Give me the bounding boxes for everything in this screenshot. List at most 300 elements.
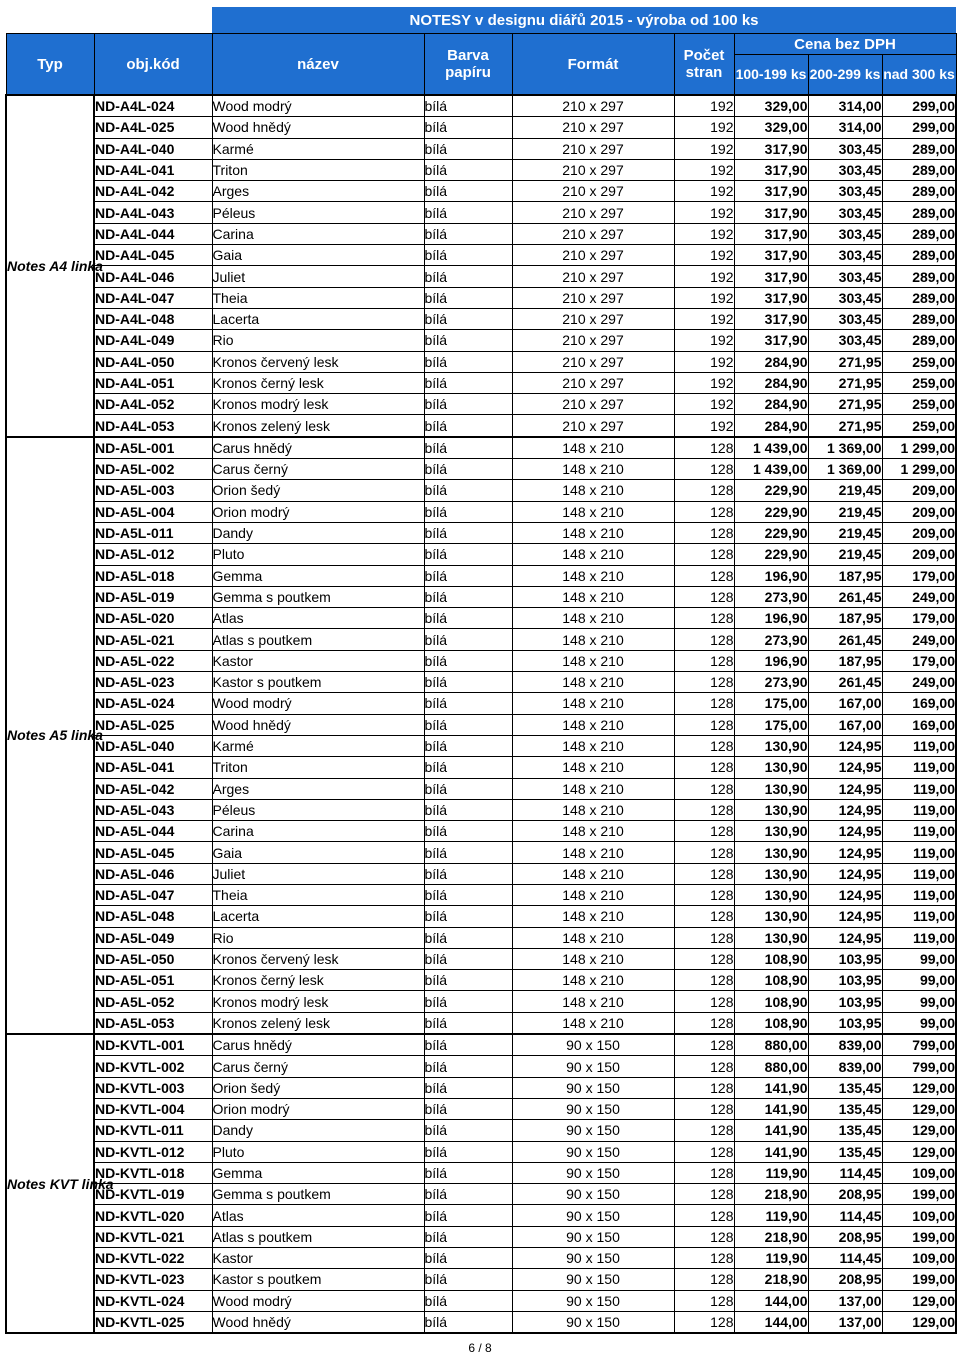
format: 210 x 297: [512, 330, 674, 351]
table-row: [6, 202, 956, 223]
format: 148 x 210: [512, 778, 674, 799]
table-row: [6, 287, 956, 308]
price-over-300: 289,00: [882, 245, 956, 266]
format: 148 x 210: [512, 480, 674, 501]
price-over-300: 209,00: [882, 501, 956, 522]
table-row: [6, 522, 956, 543]
format: 90 x 150: [512, 1290, 674, 1311]
table-row: [6, 565, 956, 586]
price-100-199: 284,90: [734, 394, 808, 415]
paper-color: bílá: [424, 1269, 512, 1290]
price-over-300: 179,00: [882, 608, 956, 629]
paper-color: bílá: [424, 1184, 512, 1205]
table-row: [6, 714, 956, 735]
paper-color: bílá: [424, 1120, 512, 1141]
price-100-199: 130,90: [734, 735, 808, 756]
format: 148 x 210: [512, 991, 674, 1012]
product-name: Gaia: [212, 842, 424, 863]
product-name: Gaia: [212, 245, 424, 266]
price-over-300: 109,00: [882, 1248, 956, 1269]
paper-color: bílá: [424, 863, 512, 884]
price-over-300: 129,00: [882, 1141, 956, 1162]
price-over-300: 119,00: [882, 778, 956, 799]
product-code: ND-A5L-020: [94, 608, 212, 629]
page-count: 128: [674, 735, 734, 756]
price-100-199: 130,90: [734, 884, 808, 905]
page-count: 128: [674, 459, 734, 480]
product-name: Kronos červený lesk: [212, 351, 424, 372]
product-name: Atlas: [212, 608, 424, 629]
price-200-299: 187,95: [808, 650, 882, 671]
price-200-299: 124,95: [808, 863, 882, 884]
price-200-299: 219,45: [808, 544, 882, 565]
product-name: Kronos červený lesk: [212, 948, 424, 969]
price-over-300: 289,00: [882, 138, 956, 159]
paper-color: bílá: [424, 672, 512, 693]
paper-color: bílá: [424, 970, 512, 991]
table-row: [6, 351, 956, 372]
product-code: ND-A5L-003: [94, 480, 212, 501]
format: 210 x 297: [512, 308, 674, 329]
price-over-300: 299,00: [882, 117, 956, 138]
page-count: 192: [674, 351, 734, 372]
table-row: [6, 1098, 956, 1119]
product-name: Kronos modrý lesk: [212, 991, 424, 1012]
paper-color: bílá: [424, 480, 512, 501]
paper-color: bílá: [424, 181, 512, 202]
paper-color: bílá: [424, 693, 512, 714]
page-count: 128: [674, 714, 734, 735]
format: 148 x 210: [512, 799, 674, 820]
price-100-199: 284,90: [734, 372, 808, 393]
table-row: [6, 906, 956, 927]
paper-color: bílá: [424, 778, 512, 799]
paper-color: bílá: [424, 757, 512, 778]
product-name: Atlas s poutkem: [212, 629, 424, 650]
price-200-299: 135,45: [808, 1077, 882, 1098]
product-name: Theia: [212, 884, 424, 905]
page-number: 6 / 8: [468, 1341, 492, 1355]
product-name: Kronos zelený lesk: [212, 1012, 424, 1034]
product-name: Dandy: [212, 522, 424, 543]
paper-color: bílá: [424, 884, 512, 905]
product-code: ND-A4L-025: [94, 117, 212, 138]
product-name: Carina: [212, 223, 424, 244]
price-over-300: 119,00: [882, 821, 956, 842]
table-row: [6, 138, 956, 159]
product-code: ND-A5L-045: [94, 842, 212, 863]
page-count: 128: [674, 1311, 734, 1333]
price-over-300: 1 299,00: [882, 459, 956, 480]
price-100-199: 175,00: [734, 693, 808, 714]
price-over-300: 99,00: [882, 970, 956, 991]
price-over-300: 289,00: [882, 202, 956, 223]
format: 90 x 150: [512, 1034, 674, 1056]
product-code: ND-A5L-049: [94, 927, 212, 948]
product-name: Atlas s poutkem: [212, 1226, 424, 1247]
format: 148 x 210: [512, 501, 674, 522]
price-200-299: 114,45: [808, 1248, 882, 1269]
paper-color: bílá: [424, 608, 512, 629]
product-code: ND-KVTL-018: [94, 1162, 212, 1183]
product-name: Kronos modrý lesk: [212, 394, 424, 415]
price-100-199: 1 439,00: [734, 437, 808, 459]
price-over-300: 289,00: [882, 159, 956, 180]
price-over-300: 109,00: [882, 1205, 956, 1226]
page-count: 192: [674, 266, 734, 287]
product-code: ND-KVTL-002: [94, 1056, 212, 1077]
price-200-299: 124,95: [808, 906, 882, 927]
paper-color: bílá: [424, 927, 512, 948]
paper-color: bílá: [424, 544, 512, 565]
price-100-199: 317,90: [734, 138, 808, 159]
paper-color: bílá: [424, 95, 512, 117]
group-type-label: Notes KVT linka: [6, 1034, 94, 1333]
paper-color: bílá: [424, 117, 512, 138]
table-row: [6, 629, 956, 650]
format: 148 x 210: [512, 586, 674, 607]
price-100-199: 108,90: [734, 991, 808, 1012]
page-count: 128: [674, 693, 734, 714]
format: 210 x 297: [512, 394, 674, 415]
page-count: 128: [674, 799, 734, 820]
product-code: ND-A5L-021: [94, 629, 212, 650]
paper-color: bílá: [424, 1056, 512, 1077]
group-type-label: Notes A5 linka: [6, 437, 94, 1034]
price-200-299: 1 369,00: [808, 459, 882, 480]
format: 148 x 210: [512, 522, 674, 543]
price-over-300: 299,00: [882, 95, 956, 117]
page-count: 128: [674, 1205, 734, 1226]
price-over-300: 1 299,00: [882, 437, 956, 459]
page-count: 128: [674, 884, 734, 905]
product-name: Karmé: [212, 138, 424, 159]
product-code: ND-A4L-053: [94, 415, 212, 437]
price-100-199: 229,90: [734, 480, 808, 501]
paper-color: bílá: [424, 1248, 512, 1269]
price-100-199: 130,90: [734, 863, 808, 884]
paper-color: bílá: [424, 287, 512, 308]
table-row: [6, 927, 956, 948]
format: 148 x 210: [512, 1012, 674, 1034]
price-200-299: 314,00: [808, 117, 882, 138]
format: 148 x 210: [512, 629, 674, 650]
price-over-300: 119,00: [882, 735, 956, 756]
page-count: 128: [674, 565, 734, 586]
product-code: ND-A5L-002: [94, 459, 212, 480]
table-row: [6, 608, 956, 629]
format: 148 x 210: [512, 650, 674, 671]
product-code: ND-A4L-051: [94, 372, 212, 393]
page-count: 128: [674, 608, 734, 629]
col-pages-header: Počet stran: [674, 34, 734, 96]
product-code: ND-A5L-023: [94, 672, 212, 693]
paper-color: bílá: [424, 459, 512, 480]
table-row: [6, 1205, 956, 1226]
price-over-300: 179,00: [882, 650, 956, 671]
price-200-299: 124,95: [808, 778, 882, 799]
price-200-299: 135,45: [808, 1120, 882, 1141]
paper-color: bílá: [424, 1077, 512, 1098]
col-code-header: obj.kód: [94, 34, 212, 96]
product-code: ND-KVTL-023: [94, 1269, 212, 1290]
product-code: ND-A4L-049: [94, 330, 212, 351]
price-over-300: 799,00: [882, 1056, 956, 1077]
price-100-199: 130,90: [734, 778, 808, 799]
product-code: ND-A5L-046: [94, 863, 212, 884]
price-200-299: 103,95: [808, 991, 882, 1012]
price-100-199: 317,90: [734, 287, 808, 308]
price-200-299: 1 369,00: [808, 437, 882, 459]
product-name: Kronos zelený lesk: [212, 415, 424, 437]
price-100-199: 144,00: [734, 1290, 808, 1311]
price-100-199: 229,90: [734, 522, 808, 543]
product-code: ND-KVTL-003: [94, 1077, 212, 1098]
product-code: ND-A5L-048: [94, 906, 212, 927]
product-name: Lacerta: [212, 906, 424, 927]
format: 148 x 210: [512, 970, 674, 991]
price-100-199: 329,00: [734, 117, 808, 138]
product-code: ND-A5L-018: [94, 565, 212, 586]
product-name: Lacerta: [212, 308, 424, 329]
page-count: 128: [674, 544, 734, 565]
price-200-299: 839,00: [808, 1034, 882, 1056]
table-row: [6, 863, 956, 884]
format: 210 x 297: [512, 245, 674, 266]
table-row: [6, 1290, 956, 1311]
paper-color: bílá: [424, 821, 512, 842]
price-100-199: 229,90: [734, 544, 808, 565]
product-name: Kastor: [212, 1248, 424, 1269]
price-100-199: 317,90: [734, 202, 808, 223]
product-name: Kastor s poutkem: [212, 672, 424, 693]
price-100-199: 317,90: [734, 159, 808, 180]
price-100-199: 130,90: [734, 842, 808, 863]
table-row: [6, 672, 956, 693]
paper-color: bílá: [424, 351, 512, 372]
col-price-header: Cena bez DPH: [734, 34, 956, 55]
table-row: [6, 948, 956, 969]
page-count: 128: [674, 1184, 734, 1205]
product-code: ND-A4L-046: [94, 266, 212, 287]
price-200-header: 200-299 ks: [808, 55, 882, 95]
product-name: Orion modrý: [212, 1098, 424, 1119]
price-over-300: 289,00: [882, 330, 956, 351]
price-200-299: 114,45: [808, 1162, 882, 1183]
product-name: Carus hnědý: [212, 1034, 424, 1056]
price-100-199: 141,90: [734, 1141, 808, 1162]
price-200-299: 135,45: [808, 1098, 882, 1119]
table-body: [6, 95, 956, 1333]
price-over-300: 209,00: [882, 544, 956, 565]
product-code: ND-A5L-001: [94, 437, 212, 459]
group-type-label: Notes A4 linka: [6, 95, 94, 437]
price-table: [5, 7, 957, 1334]
format: 148 x 210: [512, 608, 674, 629]
price-200-299: 303,45: [808, 287, 882, 308]
price-200-299: 103,95: [808, 948, 882, 969]
price-100-199: 119,90: [734, 1248, 808, 1269]
format: 90 x 150: [512, 1141, 674, 1162]
product-code: ND-A5L-004: [94, 501, 212, 522]
price-100-199: 1 439,00: [734, 459, 808, 480]
table-row: [6, 330, 956, 351]
price-over-300: 199,00: [882, 1269, 956, 1290]
page-count: 192: [674, 394, 734, 415]
price-over-300: 289,00: [882, 287, 956, 308]
price-over-300: 169,00: [882, 714, 956, 735]
price-100-199: 880,00: [734, 1056, 808, 1077]
paper-color: bílá: [424, 308, 512, 329]
table-row: [6, 1034, 956, 1056]
format: 148 x 210: [512, 842, 674, 863]
paper-color: bílá: [424, 1012, 512, 1034]
format: 148 x 210: [512, 714, 674, 735]
product-name: Kastor: [212, 650, 424, 671]
format: 210 x 297: [512, 351, 674, 372]
price-100-199: 218,90: [734, 1226, 808, 1247]
price-100-199: 317,90: [734, 223, 808, 244]
col-name-header: název: [212, 34, 424, 96]
price-200-299: 167,00: [808, 714, 882, 735]
page-count: 192: [674, 372, 734, 393]
table-row: [6, 117, 956, 138]
paper-color: bílá: [424, 1226, 512, 1247]
table-row: [6, 308, 956, 329]
price-over-300: 169,00: [882, 693, 956, 714]
price-200-299: 124,95: [808, 842, 882, 863]
page-count: 192: [674, 117, 734, 138]
product-code: ND-A5L-050: [94, 948, 212, 969]
product-code: ND-KVTL-004: [94, 1098, 212, 1119]
paper-color: bílá: [424, 1098, 512, 1119]
product-code: ND-A4L-052: [94, 394, 212, 415]
product-code: ND-A5L-019: [94, 586, 212, 607]
format: 210 x 297: [512, 181, 674, 202]
price-100-199: 119,90: [734, 1162, 808, 1183]
page-count: 128: [674, 522, 734, 543]
format: 90 x 150: [512, 1120, 674, 1141]
page-count: 192: [674, 159, 734, 180]
price-200-299: 303,45: [808, 181, 882, 202]
product-name: Péleus: [212, 202, 424, 223]
price-200-299: 167,00: [808, 693, 882, 714]
price-100-199: 196,90: [734, 608, 808, 629]
page-count: 128: [674, 757, 734, 778]
paper-color: bílá: [424, 202, 512, 223]
price-over-300: 99,00: [882, 991, 956, 1012]
product-code: ND-KVTL-020: [94, 1205, 212, 1226]
product-code: ND-KVTL-001: [94, 1034, 212, 1056]
paper-color: bílá: [424, 501, 512, 522]
format: 210 x 297: [512, 95, 674, 117]
format: 210 x 297: [512, 415, 674, 437]
price-200-299: 303,45: [808, 138, 882, 159]
page-count: 128: [674, 906, 734, 927]
price-over-300: 119,00: [882, 863, 956, 884]
paper-color: bílá: [424, 714, 512, 735]
product-code: ND-A5L-012: [94, 544, 212, 565]
price-200-299: 124,95: [808, 821, 882, 842]
paper-color: bílá: [424, 991, 512, 1012]
price-over-300: 99,00: [882, 1012, 956, 1034]
price-200-299: 303,45: [808, 308, 882, 329]
price-200-299: 103,95: [808, 970, 882, 991]
table-row: [6, 223, 956, 244]
price-over-300: 129,00: [882, 1098, 956, 1119]
format: 148 x 210: [512, 672, 674, 693]
table-row: [6, 266, 956, 287]
page-count: 128: [674, 501, 734, 522]
page-count: 192: [674, 287, 734, 308]
product-name: Triton: [212, 159, 424, 180]
product-name: Triton: [212, 757, 424, 778]
price-200-299: 219,45: [808, 501, 882, 522]
price-100-199: 229,90: [734, 501, 808, 522]
price-100-199: 273,90: [734, 586, 808, 607]
format: 148 x 210: [512, 544, 674, 565]
table-row: [6, 586, 956, 607]
paper-color: bílá: [424, 437, 512, 459]
page-count: 128: [674, 970, 734, 991]
price-200-299: 124,95: [808, 884, 882, 905]
product-name: Péleus: [212, 799, 424, 820]
table-row: [6, 991, 956, 1012]
price-200-299: 124,95: [808, 927, 882, 948]
paper-color: bílá: [424, 266, 512, 287]
paper-color: bílá: [424, 565, 512, 586]
product-name: Carus černý: [212, 459, 424, 480]
paper-color: bílá: [424, 522, 512, 543]
table-row: [6, 650, 956, 671]
product-name: Theia: [212, 287, 424, 308]
format: 210 x 297: [512, 287, 674, 308]
product-name: Wood modrý: [212, 1290, 424, 1311]
format: 90 x 150: [512, 1077, 674, 1098]
table-row: [6, 544, 956, 565]
price-100-199: 218,90: [734, 1184, 808, 1205]
price-100-199: 130,90: [734, 757, 808, 778]
product-code: ND-A5L-024: [94, 693, 212, 714]
price-100-199: 317,90: [734, 181, 808, 202]
price-over-300: 289,00: [882, 181, 956, 202]
paper-color: bílá: [424, 1034, 512, 1056]
page-count: 192: [674, 223, 734, 244]
paper-color: bílá: [424, 629, 512, 650]
paper-color: bílá: [424, 1290, 512, 1311]
table-row: [6, 757, 956, 778]
table-row: [6, 1269, 956, 1290]
price-200-299: 314,00: [808, 95, 882, 117]
price-over-300: 119,00: [882, 927, 956, 948]
product-name: Pluto: [212, 1141, 424, 1162]
price-over-300: 799,00: [882, 1034, 956, 1056]
product-name: Dandy: [212, 1120, 424, 1141]
price-200-299: 124,95: [808, 757, 882, 778]
price-200-299: 219,45: [808, 522, 882, 543]
table-row: [6, 842, 956, 863]
product-code: ND-A5L-022: [94, 650, 212, 671]
paper-color: bílá: [424, 372, 512, 393]
table-row: [6, 1120, 956, 1141]
format: 210 x 297: [512, 138, 674, 159]
table-row: [6, 1162, 956, 1183]
col-paper-header: Barva papíru: [424, 34, 512, 96]
product-code: ND-A5L-047: [94, 884, 212, 905]
product-code: ND-A4L-048: [94, 308, 212, 329]
paper-color: bílá: [424, 799, 512, 820]
product-name: Arges: [212, 181, 424, 202]
